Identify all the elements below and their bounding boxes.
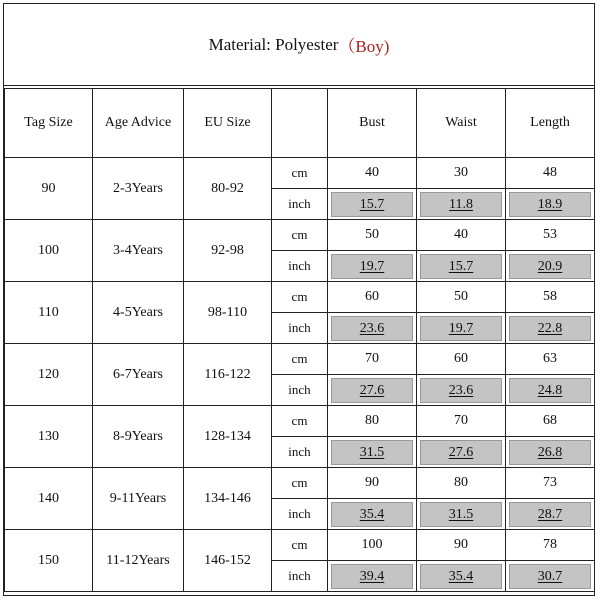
bust-inch-cell xyxy=(328,251,417,282)
waist-cm-cell: 40 xyxy=(417,220,506,251)
waist-cm-cell: 50 xyxy=(417,282,506,313)
age-advice-cell: 2-3Years xyxy=(93,158,184,220)
unit-cm-label: cm xyxy=(272,220,328,251)
bust-cm-cell: 40 xyxy=(328,158,417,189)
waist-inch-cell xyxy=(417,437,506,468)
unit-cm-label: cm xyxy=(272,468,328,499)
chart-title xyxy=(4,4,594,86)
size-table-body xyxy=(5,158,595,592)
unit-cm-label: cm xyxy=(272,344,328,375)
age-advice-cell: 9-11Years xyxy=(93,468,184,530)
age-advice-cell: 3-4Years xyxy=(93,220,184,282)
size-table xyxy=(4,88,595,592)
length-cm-cell: 58 xyxy=(506,282,595,313)
bust-inch-value: 19.7 xyxy=(331,254,413,279)
bust-cm-cell: 70 xyxy=(328,344,417,375)
eu-size-cell: 92-98 xyxy=(184,220,272,282)
eu-size-cell: 80-92 xyxy=(184,158,272,220)
length-inch-cell xyxy=(506,313,595,344)
length-cm-cell: 53 xyxy=(506,220,595,251)
bust-inch-value: 35.4 xyxy=(331,502,413,527)
length-inch-value: 26.8 xyxy=(509,440,591,465)
unit-inch-label: inch xyxy=(272,375,328,406)
length-inch-cell xyxy=(506,189,595,220)
bust-inch-cell xyxy=(328,313,417,344)
header-bust: Bust xyxy=(328,89,417,158)
unit-cm-label: cm xyxy=(272,282,328,313)
title-gender: （Boy) xyxy=(338,37,390,56)
eu-size-cell: 134-146 xyxy=(184,468,272,530)
size-chart xyxy=(3,3,595,596)
length-inch-value: 28.7 xyxy=(509,502,591,527)
waist-inch-value: 27.6 xyxy=(420,440,502,465)
age-advice-cell: 6-7Years xyxy=(93,344,184,406)
bust-inch-value: 31.5 xyxy=(331,440,413,465)
length-inch-cell xyxy=(506,251,595,282)
length-inch-cell xyxy=(506,375,595,406)
header-row xyxy=(5,89,595,158)
age-advice-cell: 8-9Years xyxy=(93,406,184,468)
length-cm-cell: 73 xyxy=(506,468,595,499)
bust-inch-cell xyxy=(328,561,417,592)
size-row-cm xyxy=(5,282,595,313)
tag-size-cell: 140 xyxy=(5,468,93,530)
length-inch-cell xyxy=(506,437,595,468)
length-inch-cell xyxy=(506,499,595,530)
bust-inch-cell xyxy=(328,189,417,220)
waist-inch-value: 23.6 xyxy=(420,378,502,403)
unit-inch-label: inch xyxy=(272,189,328,220)
unit-inch-label: inch xyxy=(272,437,328,468)
waist-inch-value: 19.7 xyxy=(420,316,502,341)
bust-cm-cell: 60 xyxy=(328,282,417,313)
title-text: Material: Polyester xyxy=(208,34,339,54)
bust-cm-cell: 90 xyxy=(328,468,417,499)
length-inch-value: 20.9 xyxy=(509,254,591,279)
bust-inch-value: 27.6 xyxy=(331,378,413,403)
size-row-cm xyxy=(5,220,595,251)
waist-inch-cell xyxy=(417,313,506,344)
header-unit xyxy=(272,89,328,158)
size-row-cm xyxy=(5,406,595,437)
unit-inch-label: inch xyxy=(272,251,328,282)
unit-inch-label: inch xyxy=(272,561,328,592)
bust-inch-cell xyxy=(328,375,417,406)
eu-size-cell: 116-122 xyxy=(184,344,272,406)
waist-inch-value: 15.7 xyxy=(420,254,502,279)
age-advice-cell: 11-12Years xyxy=(93,530,184,592)
waist-inch-value: 31.5 xyxy=(420,502,502,527)
waist-inch-cell xyxy=(417,251,506,282)
length-inch-cell xyxy=(506,561,595,592)
length-cm-cell: 48 xyxy=(506,158,595,189)
size-row-cm xyxy=(5,344,595,375)
length-inch-value: 24.8 xyxy=(509,378,591,403)
header-age-advice: Age Advice xyxy=(93,89,184,158)
bust-inch-value: 15.7 xyxy=(331,192,413,217)
bust-inch-value: 23.6 xyxy=(331,316,413,341)
size-row-cm xyxy=(5,158,595,189)
unit-inch-label: inch xyxy=(272,499,328,530)
size-row-cm xyxy=(5,468,595,499)
header-waist: Waist xyxy=(417,89,506,158)
length-inch-value: 30.7 xyxy=(509,564,591,589)
bust-inch-value: 39.4 xyxy=(331,564,413,589)
header-tag-size: Tag Size xyxy=(5,89,93,158)
unit-inch-label: inch xyxy=(272,313,328,344)
tag-size-cell: 110 xyxy=(5,282,93,344)
length-cm-cell: 63 xyxy=(506,344,595,375)
waist-inch-cell xyxy=(417,375,506,406)
waist-inch-cell xyxy=(417,189,506,220)
waist-inch-value: 11.8 xyxy=(420,192,502,217)
unit-cm-label: cm xyxy=(272,530,328,561)
length-cm-cell: 68 xyxy=(506,406,595,437)
bust-inch-cell xyxy=(328,499,417,530)
waist-inch-cell xyxy=(417,561,506,592)
tag-size-cell: 130 xyxy=(5,406,93,468)
waist-cm-cell: 90 xyxy=(417,530,506,561)
eu-size-cell: 98-110 xyxy=(184,282,272,344)
waist-cm-cell: 70 xyxy=(417,406,506,437)
tag-size-cell: 100 xyxy=(5,220,93,282)
tag-size-cell: 90 xyxy=(5,158,93,220)
waist-cm-cell: 30 xyxy=(417,158,506,189)
waist-cm-cell: 80 xyxy=(417,468,506,499)
length-inch-value: 18.9 xyxy=(509,192,591,217)
unit-cm-label: cm xyxy=(272,406,328,437)
eu-size-cell: 146-152 xyxy=(184,530,272,592)
waist-inch-value: 35.4 xyxy=(420,564,502,589)
bust-cm-cell: 100 xyxy=(328,530,417,561)
length-cm-cell: 78 xyxy=(506,530,595,561)
eu-size-cell: 128-134 xyxy=(184,406,272,468)
waist-cm-cell: 60 xyxy=(417,344,506,375)
bust-cm-cell: 50 xyxy=(328,220,417,251)
bust-inch-cell xyxy=(328,437,417,468)
bust-cm-cell: 80 xyxy=(328,406,417,437)
unit-cm-label: cm xyxy=(272,158,328,189)
tag-size-cell: 150 xyxy=(5,530,93,592)
age-advice-cell: 4-5Years xyxy=(93,282,184,344)
header-length: Length xyxy=(506,89,595,158)
tag-size-cell: 120 xyxy=(5,344,93,406)
length-inch-value: 22.8 xyxy=(509,316,591,341)
waist-inch-cell xyxy=(417,499,506,530)
header-eu-size: EU Size xyxy=(184,89,272,158)
size-row-cm xyxy=(5,530,595,561)
